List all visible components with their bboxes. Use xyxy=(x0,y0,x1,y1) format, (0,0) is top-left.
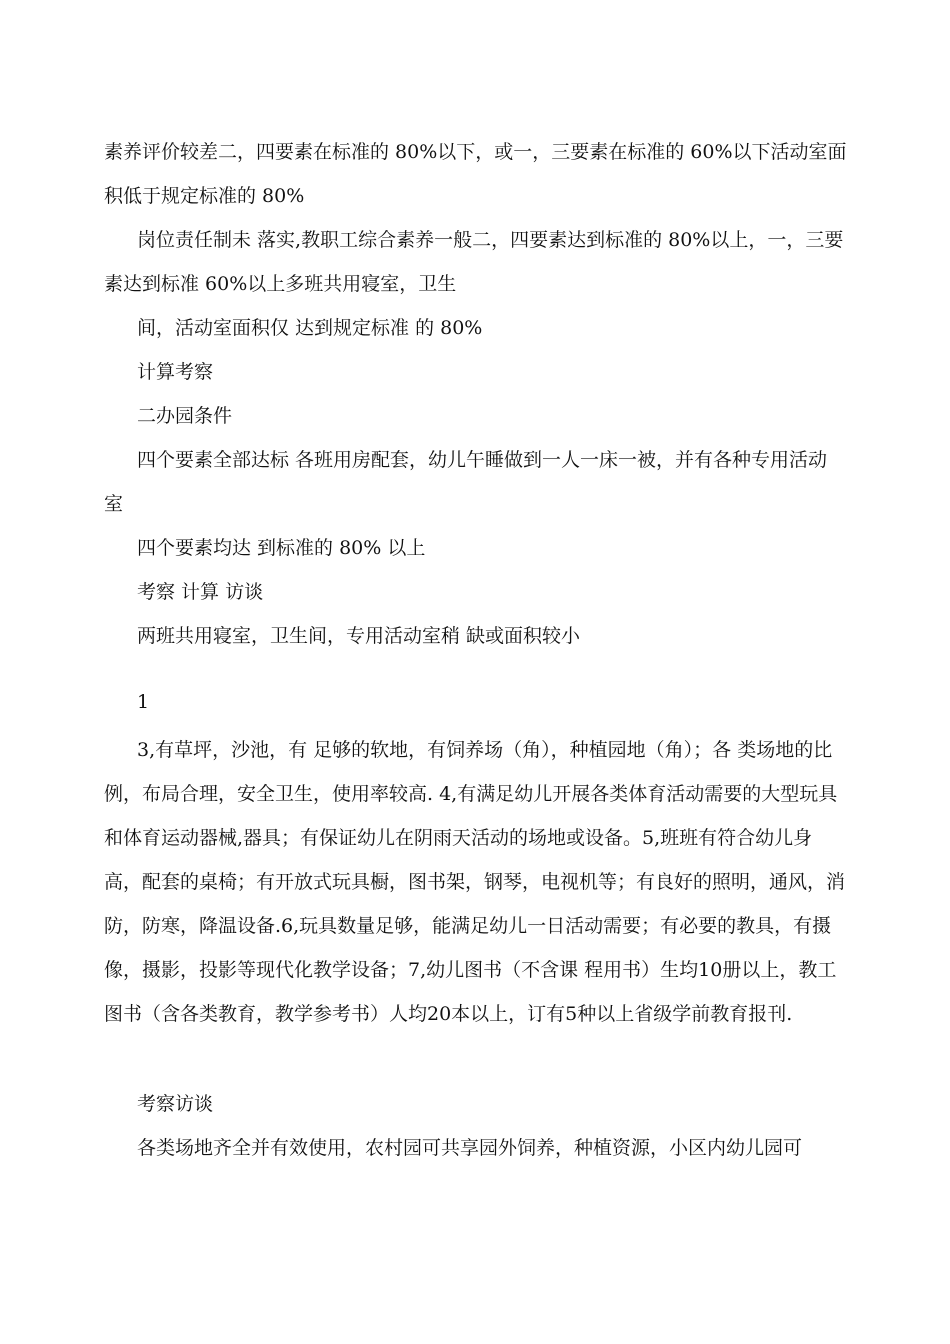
paragraph-8: 考察 计算 访谈 xyxy=(137,581,264,603)
paragraph-2: 岗位责任制未 落实,教职工综合素养一般二，四要素达到标准的 80%以上，一，三要素达到标准 60%以上多班共用寝室，卫生 xyxy=(104,229,844,295)
paragraph-12: 各类场地齐全并有效使用，农村园可共享园外饲养，种植资源，小区内幼儿园可 xyxy=(137,1137,803,1159)
paragraph-3: 间，活动室面积仅 达到规定标准 的 80% xyxy=(137,317,483,339)
paragraph-6: 四个要素全部达标 各班用房配套，幼儿午睡做到一人一床一被，并有各种专用活动 室 xyxy=(104,449,834,515)
paragraph-11: 考察访谈 xyxy=(137,1093,214,1115)
paragraph-9: 两班共用寝室，卫生间，专用活动室稍 缺或面积较小 xyxy=(137,625,581,647)
page-number: 1 xyxy=(137,691,150,713)
paragraph-7: 四个要素均达 到标准的 80% 以上 xyxy=(137,537,426,559)
paragraph-4: 计算考察 xyxy=(137,361,214,383)
paragraph-5: 二办园条件 xyxy=(137,405,233,427)
paragraph-10: 3,有草坪，沙池，有 足够的软地，有饲养场（角），种植园地（角）；各 类场地的比例，布局合理，安全卫生，使用率较高. 4,有满足幼儿开展各类体育活动需要的大型玩具和体育运动器械,器具；有保证幼儿在阴雨天活动的场地或设备。5,班班有符合幼儿身高，配套的桌椅；有开放式玩具橱，图书架，钢琴，电视机等；有良好的照明，通风，消防，防寒，降温设备.6,玩具数量足够，能满足幼儿一日活动需要；有必要的教具，有摄像，摄影，投影等现代化教学设备；7,幼儿图书（不含课 程用书）生均10册以上，教工图书（含各类教育，教学参考书）人均20本以上，订有5种以上省级学前教育报刊. xyxy=(104,739,846,1025)
paragraph-1: 素养评价较差二，四要素在标准的 80%以下，或一，三要素在标准的 60%以下活动室面积低于规定标准的 80% xyxy=(104,141,847,207)
